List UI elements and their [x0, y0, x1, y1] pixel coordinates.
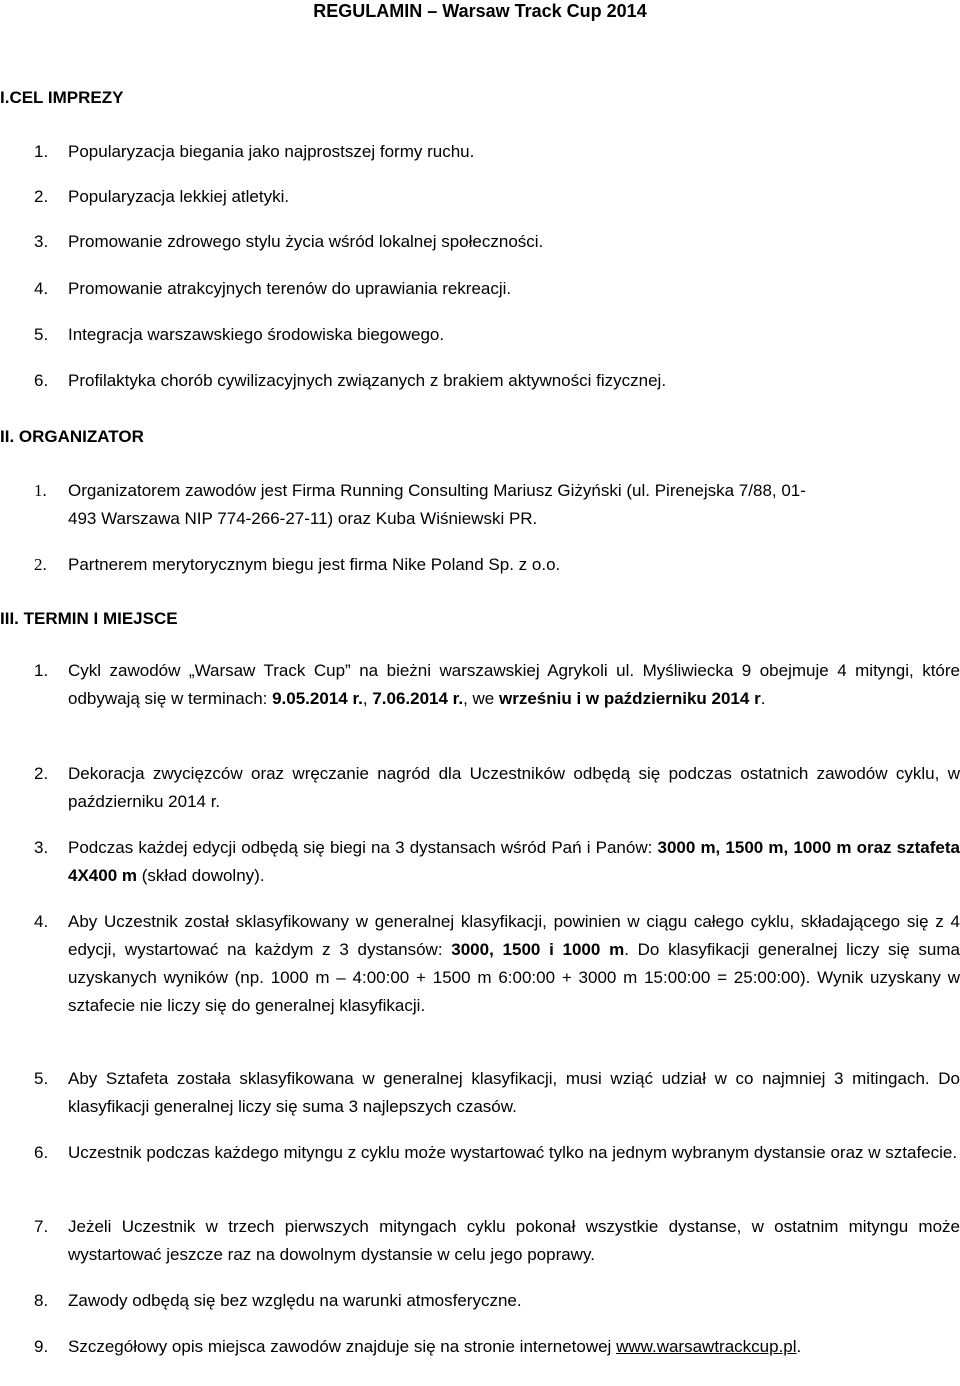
list-number: 3.	[34, 232, 49, 251]
list-item-text: Promowanie zdrowego stylu życia wśród lokalnej społeczności.	[68, 232, 544, 251]
section-heading-cel-imprezy: I.CEL IMPREZY	[0, 88, 124, 107]
list-number: 3.	[34, 838, 49, 857]
list-number: 4.	[34, 279, 49, 298]
list-number: 6.	[34, 1143, 49, 1162]
list-number: 8.	[34, 1291, 49, 1310]
list-number: 2.	[34, 187, 49, 206]
list-number: 4.	[34, 912, 49, 931]
list-number: 2.	[34, 764, 49, 783]
list-item-text: Popularyzacja lekkiej atletyki.	[68, 187, 290, 206]
list-item-paragraph: Dekoracja zwycięzców oraz wręczanie nagród dla Uczestników odbędą się podczas ostatnich zawodów cyklu, w październiku 2014 r.	[68, 764, 960, 811]
list-number: 6.	[34, 371, 49, 390]
list-number: 1.	[34, 142, 49, 161]
list-item-paragraph: Aby Uczestnik został sklasyfikowany w generalnej klasyfikacji, powinien w ciągu całego cyklu, składającego się z 4 edycji, wystartować na każdym z 3 dystansów: 3000, 1500 i 1000 m. Do klasyfikacji generalnej liczy się suma uzyskanych wyników (np. 1000 m – 4:00:00 + 1500 m 6:00:00 + 3000 m 15:00:00 = 25:00:00). Wynik uzyskany w sztafecie nie liczy się do generalnej klasyfikacji.	[68, 912, 960, 1015]
list-item-text-continued: 493 Warszawa NIP 774-266-27-11) oraz Kuba Wiśniewski PR.	[68, 509, 538, 528]
list-item-text: Profilaktyka chorób cywilizacyjnych związanych z brakiem aktywności fizycznej.	[68, 371, 667, 390]
list-item-paragraph: Cykl zawodów „Warsaw Track Cup” na bieżni warszawskiej Agrykoli ul. Myśliwiecka 9 obejmuje 4 mityngi, które odbywają się w terminach: 9.05.2014 r., 7.06.2014 r., we wrześniu i w październiku 2014 r.	[68, 661, 960, 708]
website-link[interactable]: www.warsawtrackcup.pl	[616, 1337, 797, 1356]
list-item-text: Integracja warszawskiego środowiska biegowego.	[68, 325, 445, 344]
list-item-text: Zawody odbędą się bez względu na warunki atmosferyczne.	[68, 1291, 522, 1310]
list-number: 2.	[34, 555, 47, 574]
list-number: 1.	[34, 481, 47, 500]
list-item-paragraph: Uczestnik podczas każdego mityngu z cyklu może wystartować tylko na jednym wybranym dystansie oraz w sztafecie.	[68, 1143, 958, 1162]
list-item-text: Promowanie atrakcyjnych terenów do uprawiania rekreacji.	[68, 279, 512, 298]
list-item-paragraph: Jeżeli Uczestnik w trzech pierwszych mityngach cyklu pokonał wszystkie dystanse, w ostatnim mityngu może wystartować jeszcze raz na dowolnym dystansie w celu jego poprawy.	[68, 1217, 960, 1264]
document-title: REGULAMIN – Warsaw Track Cup 2014	[313, 1, 647, 21]
list-number: 1.	[34, 661, 49, 680]
list-number: 5.	[34, 1069, 49, 1088]
list-item-paragraph: Podczas każdej edycji odbędą się biegi na 3 dystansach wśród Pań i Panów: 3000 m, 1500 m, 1000 m oraz sztafeta 4X400 m (skład dowolny).	[68, 838, 960, 885]
list-number: 9.	[34, 1337, 49, 1356]
list-item-text: Organizatorem zawodów jest Firma Running Consulting Mariusz Giżyński (ul. Pirenejska 7/88, 01-	[68, 481, 806, 500]
section-heading-organizator: II. ORGANIZATOR	[0, 427, 144, 446]
list-item-paragraph: Aby Sztafeta została sklasyfikowana w generalnej klasyfikacji, musi wziąć udział w co najmniej 3 mitingach. Do klasyfikacji generalnej liczy się suma 3 najlepszych czasów.	[68, 1069, 960, 1116]
list-item-paragraph: Szczegółowy opis miejsca zawodów znajduje się na stronie internetowej www.warsawtrackcup.pl.	[68, 1337, 802, 1356]
list-item-text: Partnerem merytorycznym biegu jest firma Nike Poland Sp. z o.o.	[68, 555, 561, 574]
list-number: 7.	[34, 1217, 49, 1236]
list-item-text: Popularyzacja biegania jako najprostszej formy ruchu.	[68, 142, 475, 161]
section-heading-termin-i-miejsce: III. TERMIN I MIEJSCE	[0, 609, 178, 628]
list-number: 5.	[34, 325, 49, 344]
